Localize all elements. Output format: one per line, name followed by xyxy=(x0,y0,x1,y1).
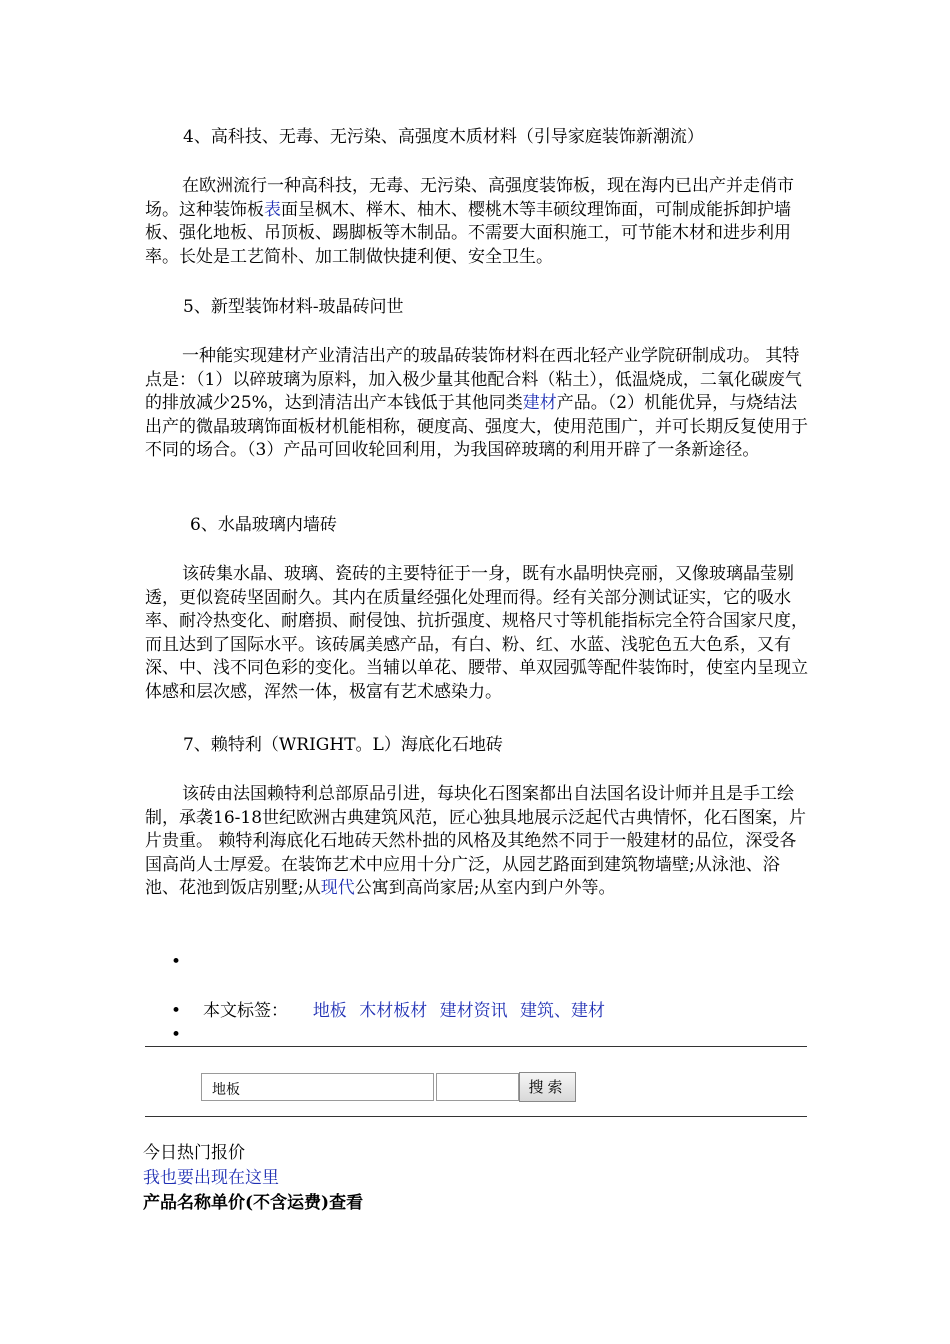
bullet-icon: • xyxy=(171,952,182,972)
section-7-heading: 7、赖特利（WRIGHT。L）海底化石地砖 xyxy=(183,735,503,755)
section-7-paragraph xyxy=(145,783,810,901)
paragraph-text: 该砖集水晶、玻璃、瓷砖的主要特征于一身，既有水晶明快亮丽，又像玻璃晶莹剔透，更似瓷砖坚固耐久。其内在质量经强化处理而得。经有关部分测试证实，它的吸水率、耐冷热变化、耐磨损、耐侵蚀、抗折强度、规格尺寸等机能指标完全符合国家尺度，而且达到了国际水平。该砖属美感产品，有白、粉、红、水蓝、浅驼色五大色系，又有深、中、浅不同色彩的变化。当辅以单花、腰带、单双园弧等配件装饰时，使室内呈现立体感和层次感，浑然一体，极富有艺术感染力。 xyxy=(145,564,808,702)
tag-list xyxy=(145,950,805,1047)
section-5-paragraph xyxy=(145,345,810,463)
hot-prices-title: 今日热门报价 xyxy=(143,1143,245,1163)
paragraph-text: 在欧洲流行一种高科技，无毒、无污染、高强度装饰板，现在海内已出产并走俏市场。这种装饰板 xyxy=(145,176,794,220)
bullet-icon: • xyxy=(171,1025,182,1045)
tag-list-empty-item xyxy=(145,950,805,974)
section-4-heading: 4、高科技、无毒、无污染、高强度木质材料（引导家庭装饰新潮流） xyxy=(183,127,704,147)
inline-link[interactable]: 建材 xyxy=(522,393,557,413)
paragraph-text: 公寓到高尚家居;从室内到户外等。 xyxy=(354,878,616,898)
paragraph-text: 一种能实现建材产业清洁出产的玻晶砖装饰材料在西北轻产业学院研制成功。 其特点是：（1）以碎玻璃为原料，加入极少量其他配合料（粘土），低温烧成，二氧化碳废气的排放减少25%，达到清洁出产本钱低于其他同类 xyxy=(145,346,802,413)
price-table-header: 产品名称单价(不含运费)查看 xyxy=(143,1193,364,1213)
tag-list-empty-item xyxy=(145,1023,805,1047)
divider-bottom xyxy=(145,1116,807,1117)
search-input[interactable]: 地板 xyxy=(201,1073,434,1101)
tags-label: 本文标签： xyxy=(203,1001,288,1021)
search-button[interactable]: 搜索 xyxy=(519,1072,576,1102)
tag-link-floor[interactable]: 地板 xyxy=(312,1001,347,1021)
inline-link[interactable]: 表 xyxy=(264,199,281,220)
section-6-paragraph xyxy=(145,563,810,704)
tag-link-wood-board[interactable]: 木材板材 xyxy=(359,1001,428,1021)
inline-link[interactable]: 现代 xyxy=(320,878,355,898)
paragraph-text: 面呈枫木、榉木、柚木、樱桃木等丰硕纹理饰面，可制成能拆卸护墙板、强化地板、吊顶板、踢脚板等木制品。不需要大面积施工，可节能木材和进步利用率。长处是工艺简朴、加工制做快捷利便、安全卫生。 xyxy=(145,199,791,267)
paragraph-text: 该砖由法国赖特利总部原品引进，每块化石图案都出自法国名设计师并且是手工绘制，承袭16-18世纪欧洲古典建筑风范，匠心独具地展示泛起代古典情怀，化石图案，片片贵重。 赖特利海底化石地砖天然朴拙的风格及其绝然不同于一般建材的品位，深受各国高尚人士厚爱。在装饰艺术中应用十分广泛，从园艺路面到建筑物墙壁;从泳池、浴池、花池到饭店别墅;从 xyxy=(145,784,807,898)
advertise-here-link[interactable]: 我也要出现在这里 xyxy=(143,1168,279,1188)
section-4-paragraph xyxy=(145,175,810,269)
section-5-heading: 5、新型装饰材料-玻晶砖问世 xyxy=(183,297,404,317)
tag-link-construction[interactable]: 建筑、建材 xyxy=(520,1001,606,1021)
section-6-heading: 6、水晶玻璃内墙砖 xyxy=(190,515,337,535)
tag-list-item xyxy=(145,974,805,999)
search-secondary-input[interactable] xyxy=(436,1073,519,1101)
tag-link-building-news[interactable]: 建材资讯 xyxy=(439,1001,508,1021)
divider-top xyxy=(145,1046,807,1047)
bullet-icon: • xyxy=(171,1001,182,1021)
tag-list-tags-item xyxy=(145,999,805,1023)
paragraph-text: 产品。（2）机能优异，与烧结法出产的微晶玻璃饰面板材机能相称，硬度高、强度大，使用范围广，并可长期反复使用于不同的场合。（3）产品可回收轮回利用，为我国碎玻璃的利用开辟了一条新途径。 xyxy=(145,393,808,460)
